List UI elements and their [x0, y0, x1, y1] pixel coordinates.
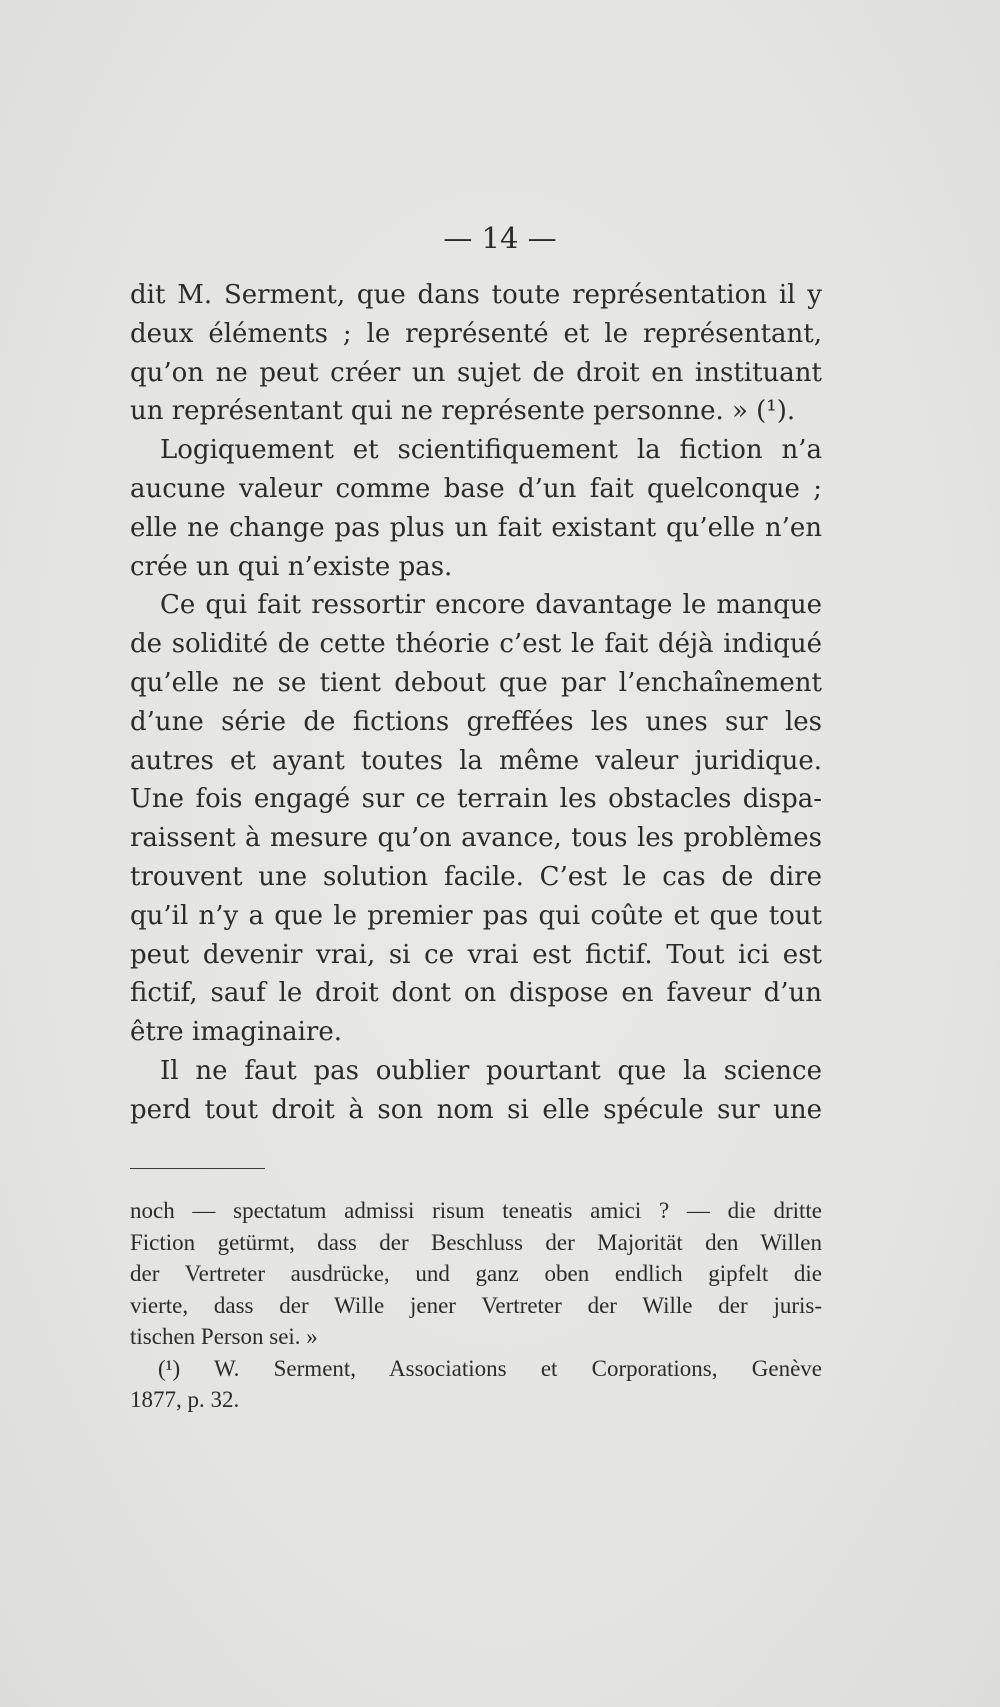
footnote-line: vierte, dass der Wille jener Vertreter der Wille der juris- [130, 1292, 822, 1318]
text-line: Il ne faut pas oublier pourtant que la science [160, 1055, 822, 1086]
text-line: autres et ayant toutes la même valeur juridique. [130, 745, 822, 776]
text-line: d’une série de fictions greffées les unes sur les [130, 706, 822, 737]
text-line: Une fois engagé sur ce terrain les obstacles dispa- [130, 784, 822, 815]
text-line: qu’on ne peut créer un sujet de droit en instituant [130, 357, 822, 388]
text-line: deux éléments ; le représenté et le représentant, [130, 318, 822, 349]
text-line: elle ne change pas plus un fait existant qu’elle n’en [130, 512, 822, 543]
footnote-line: (¹) W. Serment, Associations et Corporations, Genève [158, 1355, 822, 1381]
text-line: être imaginaire. [130, 1017, 342, 1048]
text-line: Logiquement et scientifiquement la fiction n’a [160, 435, 822, 466]
footnote-line: Fiction getürmt, dass der Beschluss der Majorität den Willen [130, 1229, 822, 1255]
text-line: raissent à mesure qu’on avance, tous les problèmes [130, 823, 822, 854]
text-line: Ce qui fait ressortir encore davantage le manque [160, 590, 822, 621]
text-line: qu’elle ne se tient debout que par l’enchaînement [130, 667, 822, 698]
footnote-line: der Vertreter ausdrücke, und ganz oben endlich gipfelt die [130, 1261, 822, 1286]
text-line: aucune valeur comme base d’un fait quelconque ; [130, 473, 822, 504]
text-line: qu’il n’y a que le premier pas qui coûte et que tout [130, 900, 822, 931]
footnotes [130, 1195, 822, 1416]
footnote-line: noch — spectatum admissi risum teneatis amici ? — die dritte [130, 1198, 822, 1223]
text-line: perd tout droit à son nom si elle spécule sur une [130, 1094, 822, 1125]
text-line: fictif, sauf le droit dont on dispose en faveur d’un [130, 978, 822, 1009]
text-line: de solidité de cette théorie c’est le fait déjà indiqué [130, 629, 822, 660]
text-line: trouvent une solution facile. C’est le cas de dire [130, 861, 822, 892]
text-line: peut devenir vrai, si ce vrai est fictif. Tout ici est [130, 939, 822, 970]
footnote-line: 1877, p. 32. [130, 1387, 240, 1412]
footnote-line: tischen Person sei. » [130, 1324, 318, 1349]
footnote-separator [130, 1168, 265, 1169]
page-number: — 14 — [443, 221, 557, 255]
text-line: crée un qui n’existe pas. [130, 551, 453, 582]
text-line: un représentant qui ne représente personne. » (¹). [130, 396, 796, 427]
text-line: dit M. Serment, que dans toute représentation il y [130, 280, 822, 310]
main-text [130, 276, 822, 1130]
